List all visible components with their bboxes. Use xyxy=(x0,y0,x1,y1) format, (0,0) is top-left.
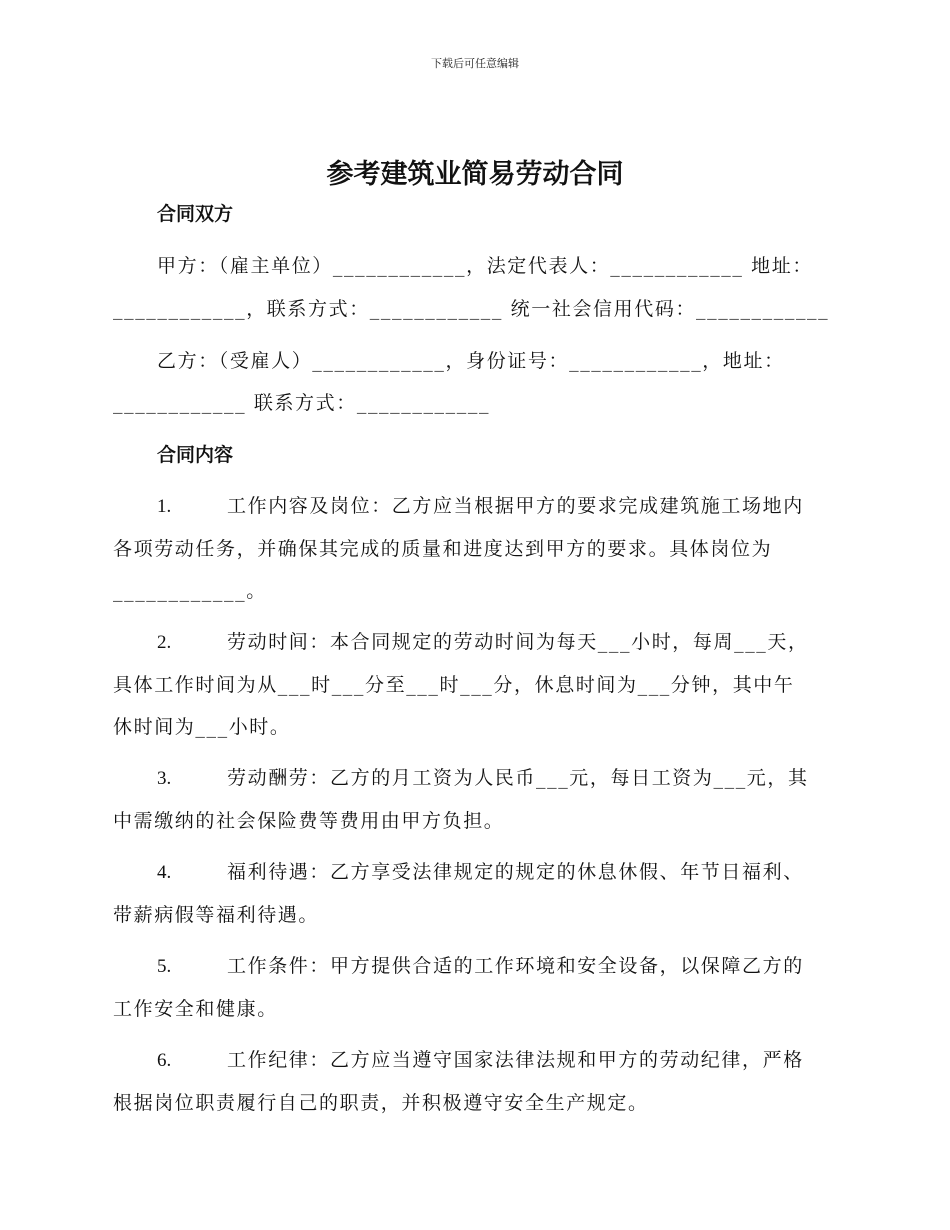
clause-2-line-1 xyxy=(157,627,877,654)
document-title: 参考建筑业简易劳动合同 xyxy=(326,159,624,190)
clause-text: 工作纪律：乙方应当遵守国家法律法规和甲方的劳动纪律，严格 xyxy=(227,1049,804,1071)
clause-number: 5. xyxy=(157,956,172,977)
section-heading-parties: 合同双方 xyxy=(157,203,234,225)
clause-text: 工作条件：甲方提供合适的工作环境和安全设备，以保障乙方的 xyxy=(227,955,804,977)
party-b-line-2: ____________ 联系方式：____________ xyxy=(113,392,491,414)
clause-6-line-2: 根据岗位职责履行自己的职责，并积极遵守安全生产规定。 xyxy=(113,1092,649,1114)
clause-number: 4. xyxy=(157,862,172,883)
clause-number: 6. xyxy=(157,1050,172,1071)
clause-3-line-1 xyxy=(157,763,877,790)
section-heading-content: 合同内容 xyxy=(157,444,234,466)
clause-text: 劳动时间：本合同规定的劳动时间为每天___小时，每周___天， xyxy=(227,631,809,653)
clause-text: 劳动酬劳：乙方的月工资为人民币___元，每日工资为___元，其 xyxy=(227,767,809,789)
clause-1-line-3: ____________。 xyxy=(113,580,267,602)
clause-5-line-1 xyxy=(157,951,877,978)
clause-1-line-1 xyxy=(157,491,877,518)
clause-text: 工作内容及岗位：乙方应当根据甲方的要求完成建筑施工场地内 xyxy=(227,495,804,517)
header-note: 下载后可任意编辑 xyxy=(431,57,519,70)
clause-6-line-1 xyxy=(157,1045,877,1072)
clause-4-line-2: 带薪病假等福利待遇。 xyxy=(113,904,320,926)
clause-2-line-3: 休时间为___小时。 xyxy=(113,716,291,738)
clause-2-line-2: 具体工作时间为从___时___分至___时___分，休息时间为___分钟，其中午 xyxy=(113,674,795,696)
clause-4-line-1 xyxy=(157,857,877,884)
clause-3-line-2: 中需缴纳的社会保险费等费用由甲方负担。 xyxy=(113,810,505,832)
clause-number: 2. xyxy=(157,632,172,653)
party-a-line-1: 甲方：（雇主单位）____________，法定代表人：____________ 地址： xyxy=(157,255,813,277)
clause-text: 福利待遇：乙方享受法律规定的规定的休息休假、年节日福利、 xyxy=(227,861,804,883)
clause-number: 3. xyxy=(157,768,172,789)
clause-1-line-2: 各项劳动任务，并确保其完成的质量和进度达到甲方的要求。具体岗位为 xyxy=(113,538,773,560)
clause-5-line-2: 工作安全和健康。 xyxy=(113,998,278,1020)
party-a-line-2: ____________，联系方式：____________ 统一社会信用代码：____________ xyxy=(113,298,830,320)
clause-number: 1. xyxy=(157,496,172,517)
party-b-line-1: 乙方：（受雇人）____________，身份证号：____________，地址： xyxy=(157,350,785,372)
